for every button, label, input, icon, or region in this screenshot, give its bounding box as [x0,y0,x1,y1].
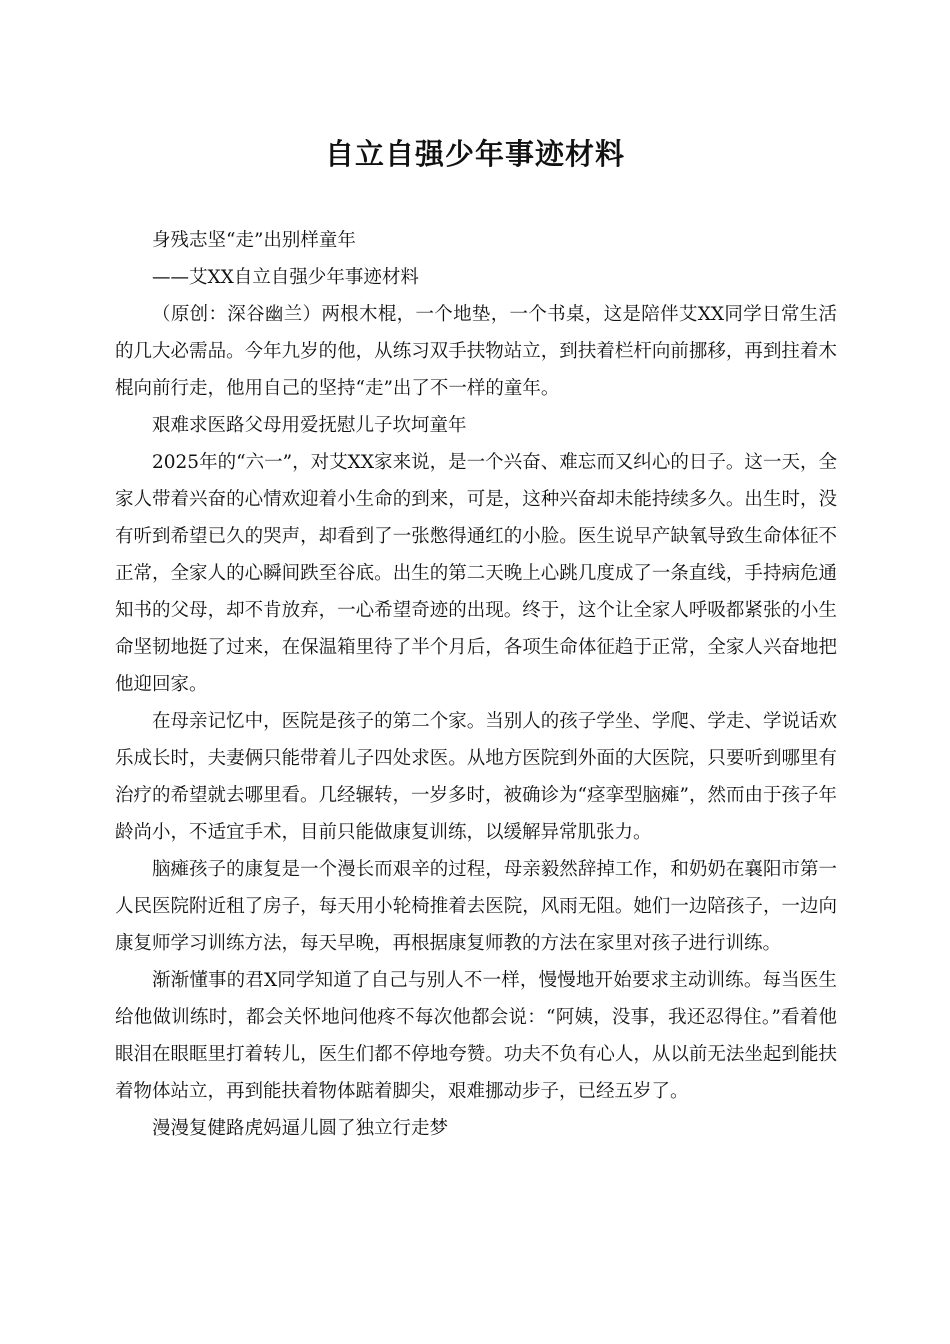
paragraph: 2025年的“六一”，对艾XX家来说，是一个兴奋、难忘而又纠心的日子。这一天，全家人带着兴奋的心情欢迎着小生命的到来，可是，这种兴奋却未能持续多久。出生时，没有听到希望已久的哭声，却看到了一张憋得通红的小脸。医生说早产缺氧导致生命体征不正常，全家人的心瞬间跌至谷底。出生的第二天晚上心跳几度成了一条直线，手持病危通知书的父母，却不肯放弃，一心希望奇迹的出现。终于，这个让全家人呼吸都紧张的小生命坚韧地挺了过来，在保温箱里待了半个月后，各项生命体征趋于正常，全家人兴奋地把他迎回家。 [115,452,837,695]
document-title: 自立自强少年事迹材料 [324,137,625,171]
paragraph: 在母亲记忆中，医院是孩子的第二个家。当别人的孩子学坐、学爬、学走、学说话欢乐成长时，夫妻俩只能带着儿子四处求医。从地方医院到外面的大医院，只要听到哪里有治疗的希望就去哪里看。几经辗转，一岁多时，被确诊为“痉挛型脑瘫”，然而由于孩子年龄尚小，不适宜手术，目前只能做康复训练，以缓解异常肌张力。 [115,711,837,843]
paragraph: 脑瘫孩子的康复是一个漫长而艰辛的过程，母亲毅然辞掉工作，和奶奶在襄阳市第一人民医院附近租了房子，每天用小轮椅推着去医院，风雨无阻。她们一边陪孩子，一边向康复师学习训练方法，每天早晚，再根据康复师教的方法在家里对孩子进行训练。 [115,859,837,954]
document-body [115,222,837,1147]
section-heading: 艰难求医路父母用爱抚慰儿子坎坷童年 [152,415,467,436]
subtitle-line: ——艾XX自立自强少年事迹材料 [152,267,419,288]
subtitle-heading: 身残志坚“走”出别样童年 [152,230,356,251]
paragraph: （原创：深谷幽兰）两根木棍，一个地垫，一个书桌，这是陪伴艾XX同学日常生活的几大必需品。今年九岁的他，从练习双手扶物站立，到扶着栏杆向前挪移，再到拄着木棍向前行走，他用自己的坚持“走”出了不一样的童年。 [115,304,837,399]
paragraph: 渐渐懂事的君X同学知道了自己与别人不一样，慢慢地开始要求主动训练。每当医生给他做训练时，都会关怀地问他疼不每次他都会说：“阿姨，没事，我还忍得住。”看着他眼泪在眼眶里打着转儿，医生们都不停地夸赞。功夫不负有心人，从以前无法坐起到能扶着物体站立，再到能扶着物体踮着脚尖，艰难挪动步子，已经五岁了。 [115,970,837,1102]
section-heading: 漫漫复健路虎妈逼儿圆了独立行走梦 [152,1118,449,1139]
